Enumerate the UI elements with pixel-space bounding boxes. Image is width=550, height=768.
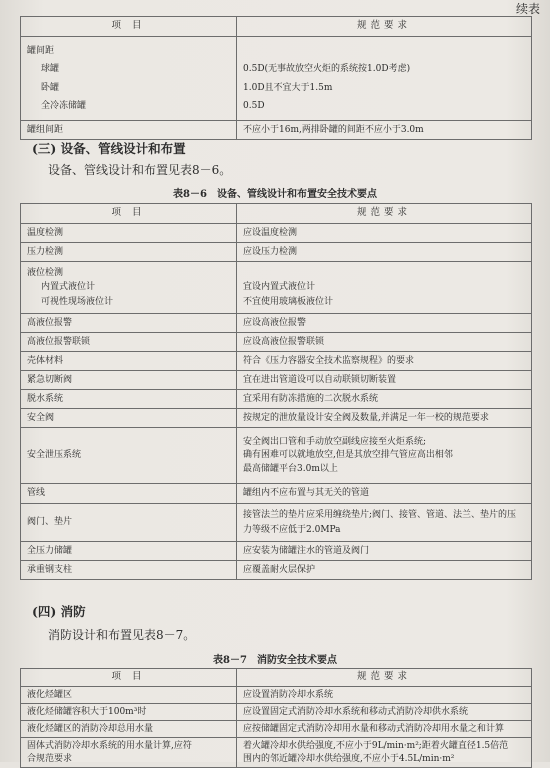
requirement-text: 0.5D [243, 100, 265, 111]
row-label: 安全泄压系统 [21, 428, 237, 484]
requirement-text: 最高储罐平台3.0m以上 [243, 463, 338, 474]
row-label: 高液位报警联锁 [21, 333, 237, 352]
table-row [21, 243, 532, 262]
row-label: 安全阀 [21, 409, 237, 428]
row-label: 全冷冻储罐 [41, 100, 87, 111]
requirement-text: 符合《压力容器安全技术监察规程》的要求 [237, 352, 532, 371]
table-row [21, 542, 532, 561]
row-label: 可视性现场液位计 [41, 296, 114, 307]
requirement-text: 应设置固定式消防冷却水系统和移动式消防冷却供水系统 [237, 704, 532, 721]
table-caption: 表8－6 设备、管线设计和布置安全技术要点 [173, 189, 377, 200]
group-label: 罐间距 [27, 46, 55, 57]
table-row [21, 333, 532, 352]
requirement-text: 应设高液位报警联锁 [237, 333, 532, 352]
row-label: 温度检测 [21, 224, 237, 243]
table-cell [237, 428, 532, 484]
table-continued [20, 16, 532, 140]
column-header-requirement: 规范要求 [237, 17, 532, 37]
table-cell [21, 738, 237, 768]
table-row [21, 390, 532, 409]
table-row [21, 409, 532, 428]
requirement-text: 应设置消防冷却水系统 [237, 687, 532, 704]
table-row [21, 262, 532, 314]
row-label: 全压力储罐 [21, 542, 237, 561]
table-row [21, 687, 532, 704]
section-heading: (三) 设备、管线设计和布置 [32, 141, 186, 156]
table-cell [237, 504, 532, 542]
table-caption: 表8－7 消防安全技术要点 [213, 655, 337, 666]
requirement-text: 宜采用有防冻措施的二次脱水系统 [237, 390, 532, 409]
table-8-7 [20, 668, 532, 768]
row-label: 液化烃储罐容积大于100m³时 [21, 704, 237, 721]
row-label: 液位检测 [27, 268, 64, 279]
requirement-text: 1.0D且不宜大于1.5m [243, 82, 333, 93]
requirement-text: 应覆盖耐火层保护 [237, 561, 532, 580]
requirement-text: 应设温度检测 [237, 224, 532, 243]
table-row [21, 738, 532, 768]
column-header-item: 项 目 [21, 204, 237, 224]
requirement-text: 应安装为储罐注水的管道及阀门 [237, 542, 532, 561]
table-8-6 [20, 203, 532, 580]
table-row [21, 561, 532, 580]
column-header-item: 项 目 [21, 669, 237, 687]
row-label: 承重钢支柱 [21, 561, 237, 580]
column-header-requirement: 规范要求 [237, 204, 532, 224]
requirement-text: 围内的邻近罐冷却水供给强度,不应小于4.5L/min·m² [243, 753, 455, 764]
requirement-text: 接管法兰的垫片应采用缠绕垫片;阀门、接管、管道、法兰、垫片的压 [243, 510, 517, 521]
table-cell [237, 262, 532, 314]
table-row [21, 721, 532, 738]
table-cell [21, 262, 237, 314]
section-paragraph: 消防设计和布置见表8－7。 [48, 628, 196, 642]
row-label: 管线 [21, 484, 237, 504]
row-label: 固体式消防冷却水系统的用水量计算,应符 [27, 741, 192, 752]
row-label: 高液位报警 [21, 314, 237, 333]
column-header-item: 项 目 [21, 17, 237, 37]
table-row [21, 504, 532, 542]
table-row [21, 428, 532, 484]
requirement-text: 应按储罐固定式消防冷却用水量和移动式消防冷却用水量之和计算 [237, 721, 532, 738]
requirement-text: 宜在进出管道设可以自动联锁切断装置 [237, 371, 532, 390]
table-cell [21, 37, 237, 121]
row-label: 球罐 [41, 64, 60, 75]
requirement-text: 不宜使用玻璃板液位计 [243, 296, 334, 307]
requirement-text: 确有困难可以就地放空,但是其放空排气管应高出相邻 [243, 450, 453, 461]
section-paragraph: 设备、管线设计和布置见表8－6。 [48, 163, 232, 177]
row-label: 内置式液位计 [41, 282, 96, 293]
table-row [21, 352, 532, 371]
row-label: 卧罐 [41, 82, 60, 93]
requirement-text: 宜设内置式液位计 [243, 282, 316, 293]
table-cell [237, 738, 532, 768]
row-label: 阀门、垫片 [21, 504, 237, 542]
requirement-text: 罐组内不应布置与其无关的管道 [237, 484, 532, 504]
requirement-text: 安全阀出口管和手动放空副线应接至火炬系统; [243, 437, 427, 448]
continued-label: 续表 [515, 2, 540, 16]
table-row [21, 371, 532, 390]
table-cell [237, 37, 532, 121]
table-row [21, 484, 532, 504]
requirement-text: 不应小于16m,两排卧罐的间距不应小于3.0m [237, 121, 532, 140]
requirement-text: 着火罐冷却水供给强度,不应小于9L/min·m²;距着火罐直径1.5倍范 [243, 741, 509, 752]
table-row [21, 224, 532, 243]
row-label: 壳体材料 [21, 352, 237, 371]
row-label: 紧急切断阀 [21, 371, 237, 390]
row-label: 压力检测 [21, 243, 237, 262]
section-heading: (四) 消防 [32, 604, 86, 619]
row-label: 合规范要求 [27, 753, 73, 764]
requirement-text: 应设高液位报警 [237, 314, 532, 333]
table-row [21, 704, 532, 721]
row-label: 液化烃罐区的消防冷却总用水量 [21, 721, 237, 738]
row-label: 脱水系统 [21, 390, 237, 409]
requirement-text: 应设压力检测 [237, 243, 532, 262]
column-header-requirement: 规范要求 [237, 669, 532, 687]
requirement-text: 按规定的泄放量设计安全阀及数量,并满足一年一校的规范要求 [237, 409, 532, 428]
table-row [21, 314, 532, 333]
row-label: 罐组间距 [21, 121, 237, 140]
row-label: 液化烃罐区 [21, 687, 237, 704]
requirement-text: 力等级不应低于2.0MPa [243, 524, 341, 535]
requirement-text: 0.5D(无事故放空火炬的系统按1.0D考虑) [243, 64, 411, 75]
